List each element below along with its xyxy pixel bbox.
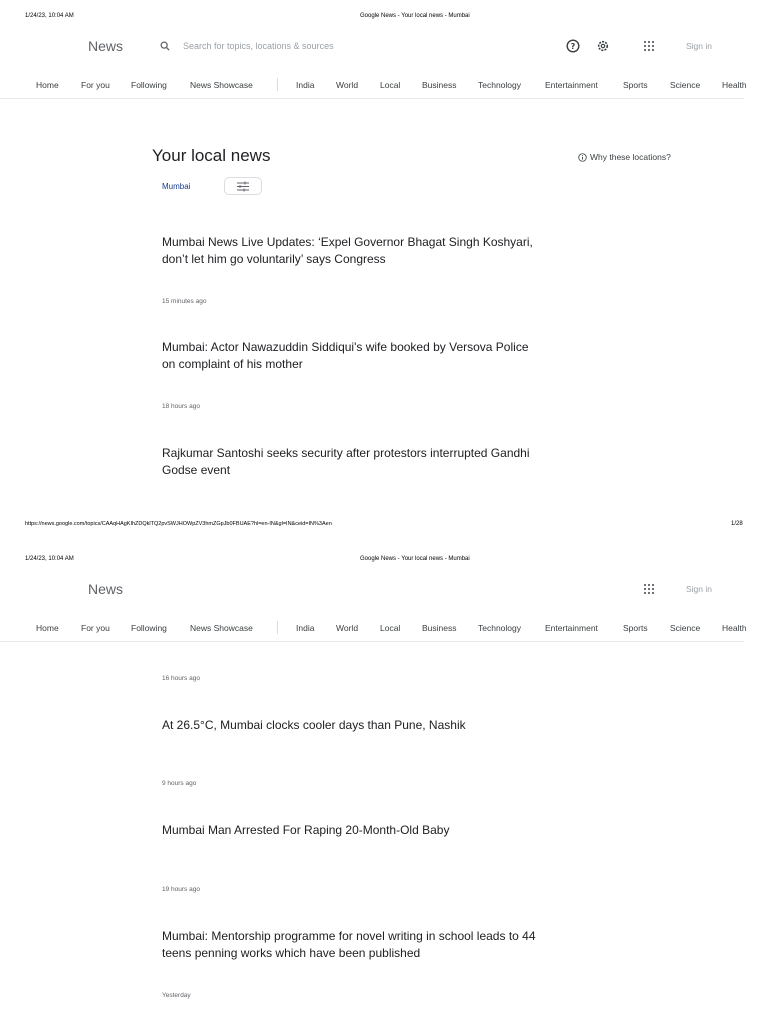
- article-headline[interactable]: Rajkumar Santoshi seeks security after protestors interrupted Gandhi Godse event: [162, 446, 530, 477]
- sign-in-button[interactable]: Sign in: [686, 584, 712, 594]
- article-time: 16 hours ago: [162, 675, 200, 682]
- print-datetime: 1/24/23, 10:04 AM: [25, 556, 74, 562]
- print-page-title: Google News - Your local news - Mumbai: [360, 556, 470, 562]
- nav-following[interactable]: Following: [131, 623, 167, 633]
- nav-following[interactable]: Following: [131, 80, 167, 90]
- apps-grid-icon[interactable]: [642, 39, 656, 53]
- nav-for-you[interactable]: For you: [81, 623, 110, 633]
- nav-health[interactable]: Health: [722, 623, 747, 633]
- svg-text:?: ?: [570, 42, 576, 51]
- search-input[interactable]: Search for topics, locations & sources: [183, 41, 334, 51]
- article-headline[interactable]: Mumbai: Actor Nawazuddin Siddiqui's wife booked by Versova Police on complaint of his mother: [162, 340, 529, 371]
- nav-science[interactable]: Science: [670, 80, 701, 90]
- nav-news-showcase[interactable]: News Showcase: [190, 80, 253, 90]
- news-logo[interactable]: News: [88, 38, 124, 54]
- nav-sports[interactable]: Sports: [623, 623, 648, 633]
- nav-health[interactable]: Health: [722, 80, 747, 90]
- why-these-locations-label: Why these locations?: [590, 152, 671, 162]
- sign-in-button[interactable]: Sign in: [686, 41, 712, 51]
- location-chip-mumbai[interactable]: Mumbai: [162, 182, 191, 191]
- article-headline[interactable]: Mumbai Man Arrested For Raping 20-Month-Old Baby: [162, 823, 450, 837]
- nav-business[interactable]: Business: [422, 623, 457, 633]
- article-time: Yesterday: [162, 992, 191, 999]
- nav-home[interactable]: Home: [36, 80, 59, 90]
- news-logo[interactable]: News: [88, 581, 124, 597]
- nav-news-showcase[interactable]: News Showcase: [190, 623, 253, 633]
- apps-grid-icon[interactable]: [642, 582, 656, 596]
- why-these-locations-link[interactable]: [578, 152, 671, 162]
- nav-divider: [277, 621, 278, 634]
- nav-india[interactable]: India: [296, 80, 315, 90]
- print-page-number: 1/28: [731, 521, 743, 527]
- nav-entertainment[interactable]: Entertainment: [545, 80, 598, 90]
- topic-nav-bar: [0, 72, 747, 99]
- tune-sliders-icon: [236, 181, 250, 192]
- search-icon[interactable]: [160, 41, 170, 51]
- nav-world[interactable]: World: [336, 80, 359, 90]
- print-datetime: 1/24/23, 10:04 AM: [25, 13, 74, 19]
- nav-sports[interactable]: Sports: [623, 80, 648, 90]
- manage-locations-button[interactable]: [224, 177, 262, 195]
- article-headline[interactable]: At 26.5°C, Mumbai clocks cooler days than Pune, Nashik: [162, 718, 466, 732]
- settings-gear-icon[interactable]: [596, 39, 610, 53]
- info-icon: [578, 153, 587, 162]
- nav-india[interactable]: India: [296, 623, 315, 633]
- nav-world[interactable]: World: [336, 623, 359, 633]
- nav-home[interactable]: Home: [36, 623, 59, 633]
- print-page-title: Google News - Your local news - Mumbai: [360, 13, 470, 19]
- nav-local[interactable]: Local: [380, 623, 401, 633]
- nav-science[interactable]: Science: [670, 623, 701, 633]
- article-time: 18 hours ago: [162, 403, 200, 410]
- nav-technology[interactable]: Technology: [478, 80, 522, 90]
- nav-local[interactable]: Local: [380, 80, 401, 90]
- article-headline[interactable]: Mumbai: Mentorship programme for novel writing in school leads to 44 teens penning works which have been published: [162, 929, 536, 960]
- nav-technology[interactable]: Technology: [478, 623, 522, 633]
- nav-divider: [277, 78, 278, 91]
- print-url: https://news.google.com/topics/CAAqHAgKIhZDQklTQ2pvSWJHOWpZV3hmZGpJb0FBUAE?hl=en-IN&gl=IN&ceid=IN%3Aen: [25, 521, 332, 527]
- article-headline[interactable]: Mumbai News Live Updates: ‘Expel Governor Bhagat Singh Koshyari, don’t let him go voluntarily’ says Congress: [162, 235, 533, 266]
- help-icon[interactable]: [566, 39, 580, 53]
- article-time: 9 hours ago: [162, 780, 197, 787]
- article-time: 15 minutes ago: [162, 298, 207, 305]
- nav-business[interactable]: Business: [422, 80, 457, 90]
- nav-entertainment[interactable]: Entertainment: [545, 623, 598, 633]
- article-time: 19 hours ago: [162, 886, 200, 893]
- page-title: Your local news: [152, 146, 271, 165]
- nav-for-you[interactable]: For you: [81, 80, 110, 90]
- topic-nav-bar: [0, 615, 747, 642]
